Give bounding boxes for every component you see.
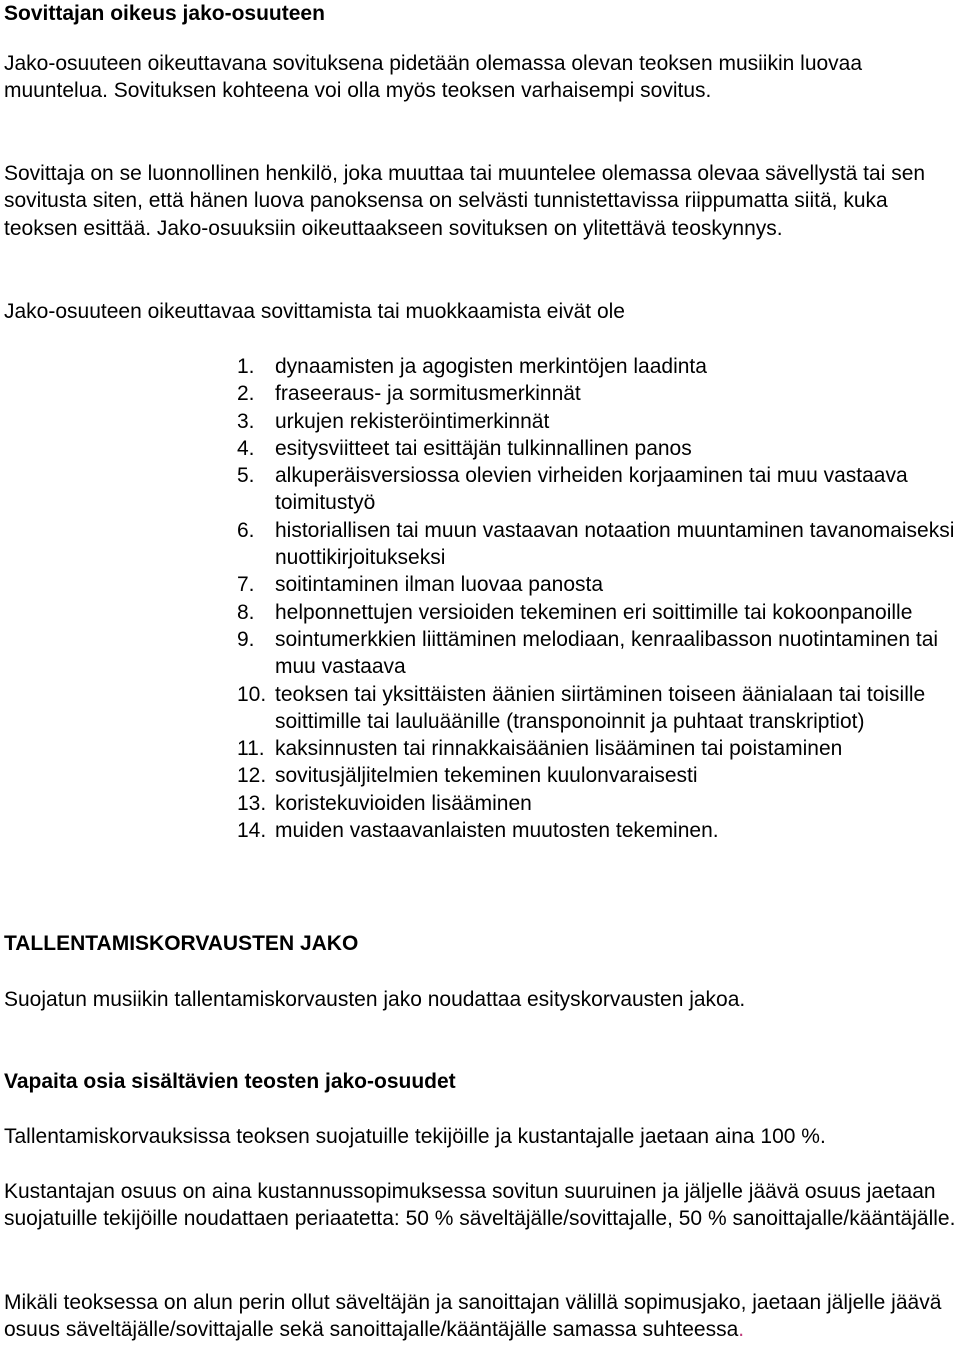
list-item bbox=[4, 626, 956, 681]
list-item-text: dynaamisten ja agogisten merkintöjen laadinta bbox=[275, 355, 707, 378]
list-item bbox=[4, 571, 956, 598]
list-item-number: 6. bbox=[237, 518, 255, 542]
section-heading-arranger-share: Sovittajan oikeus jako-osuuteen bbox=[4, 2, 325, 25]
list-item-text: historiallisen tai muun vastaavan notaation muuntaminen tavanomaiseksi nuottikirjoitukseksi bbox=[275, 518, 955, 570]
list-item bbox=[4, 735, 956, 762]
list-item bbox=[4, 599, 956, 626]
list-item-text: teoksen tai yksittäisten äänien siirtäminen toiseen äänialaan tai toisille soittimille tai lauluäänille (transponoinnit ja puhtaat transkriptiot) bbox=[275, 682, 926, 733]
list-item-text: soitintaminen ilman luovaa panosta bbox=[275, 573, 604, 597]
paragraph-arranger-definition: Sovittaja on se luonnollinen henkilö, joka muuttaa tai muuntelee olemassa olevaa sävellystä tai sen sovitusta siten, että hänen luova panoksensa on selvästi tunnistettavissa riippumatta siitä, kuka teoksen esittää. Jako-osuuksiin oikeuttaakseen sovituksen on ylitettävä teoskynnys. bbox=[4, 162, 926, 240]
list-item-number: 3. bbox=[237, 409, 255, 433]
paragraph-exclusions-intro: Jako-osuuteen oikeuttavaa sovittamista tai muokkaamista eivät ole bbox=[4, 300, 625, 323]
list-item-text: urkujen rekisteröintimerkinnät bbox=[275, 409, 550, 433]
list-item bbox=[4, 790, 956, 817]
list-item-text: kaksinnusten tai rinnakkaisäänien lisääminen tai poistaminen bbox=[275, 737, 843, 761]
list-item bbox=[4, 408, 956, 435]
list-item-number: 8. bbox=[237, 600, 255, 624]
section-heading-recording-royalties: TALLENTAMISKORVAUSTEN JAKO bbox=[4, 932, 359, 955]
list-item-number: 9. bbox=[237, 627, 255, 651]
paragraph-contract-split-text: Mikäli teoksessa on alun perin ollut säveltäjän ja sanoittajan välillä sopimusjako, jaetaan jäljelle jäävä osuus säveltäjälle/sovittajalle sekä sanoittajalle/kääntäjälle samassa suhteessa bbox=[4, 1291, 942, 1342]
paragraph-end-dot: . bbox=[738, 1318, 745, 1342]
list-item-text: fraseeraus- ja sormitusmerkinnät bbox=[275, 382, 581, 406]
section-heading-public-domain-shares: Vapaita osia sisältävien teosten jako-osuudet bbox=[4, 1070, 456, 1093]
list-item bbox=[4, 681, 956, 736]
paragraph-full-share: Tallentamiskorvauksissa teoksen suojatuille tekijöille ja kustantajalle jaetaan aina 100 %. bbox=[4, 1125, 826, 1148]
paragraph-arrangement-definition: Jako-osuuteen oikeuttavana sovituksena pidetään olemassa olevan teoksen musiikin luovaa muuntelua. Sovituksen kohteena voi olla myös teoksen varhaisempi sovitus. bbox=[4, 52, 863, 103]
list-item-number: 12. bbox=[237, 764, 267, 788]
list-item-number: 2. bbox=[237, 382, 255, 406]
paragraph-contract-split bbox=[4, 1289, 956, 1344]
list-item-text: koristekuvioiden lisääminen bbox=[275, 791, 532, 815]
list-item bbox=[4, 517, 956, 572]
list-item-text: esitysviitteet tai esittäjän tulkinnallinen panos bbox=[275, 436, 692, 460]
list-item bbox=[4, 462, 956, 517]
paragraph-publisher-share: Kustantajan osuus on aina kustannussopimuksessa sovitun suuruinen ja jäljelle jäävä osuus jaetaan suojatuille tekijöille noudattaen periaatetta: 50 % säveltäjälle/sovittajalle, 50 % sanoittajalle/kääntäjälle. bbox=[4, 1180, 956, 1231]
list-item-text: sointumerkkien liittäminen melodiaan, kenraalibasson nuotintaminen tai muu vastaava bbox=[275, 627, 939, 679]
list-item bbox=[4, 762, 956, 789]
list-item-number: 10. bbox=[237, 682, 267, 706]
list-item-number: 13. bbox=[237, 791, 267, 815]
list-item bbox=[4, 435, 956, 462]
list-item-number: 11. bbox=[237, 737, 265, 761]
paragraph-recording-royalties: Suojatun musiikin tallentamiskorvausten jako noudattaa esityskorvausten jakoa. bbox=[4, 988, 746, 1011]
exclusions-list bbox=[4, 353, 956, 844]
list-item-number: 4. bbox=[237, 436, 255, 460]
list-item bbox=[4, 353, 956, 380]
list-item-text: alkuperäisversiossa olevien virheiden korjaaminen tai muu vastaava toimitustyö bbox=[275, 464, 908, 515]
list-item bbox=[4, 817, 956, 844]
list-item-text: muiden vastaavanlaisten muutosten tekeminen. bbox=[275, 819, 719, 843]
list-item-number: 14. bbox=[237, 819, 267, 843]
list-item bbox=[4, 380, 956, 407]
list-item-number: 7. bbox=[237, 573, 255, 597]
list-item-number: 1. bbox=[237, 355, 255, 378]
list-item-text: helponnettujen versioiden tekeminen eri soittimille tai kokoonpanoille bbox=[275, 600, 913, 624]
list-item-number: 5. bbox=[237, 464, 255, 488]
list-item-text: sovitusjäljitelmien tekeminen kuulonvaraisesti bbox=[275, 764, 698, 788]
